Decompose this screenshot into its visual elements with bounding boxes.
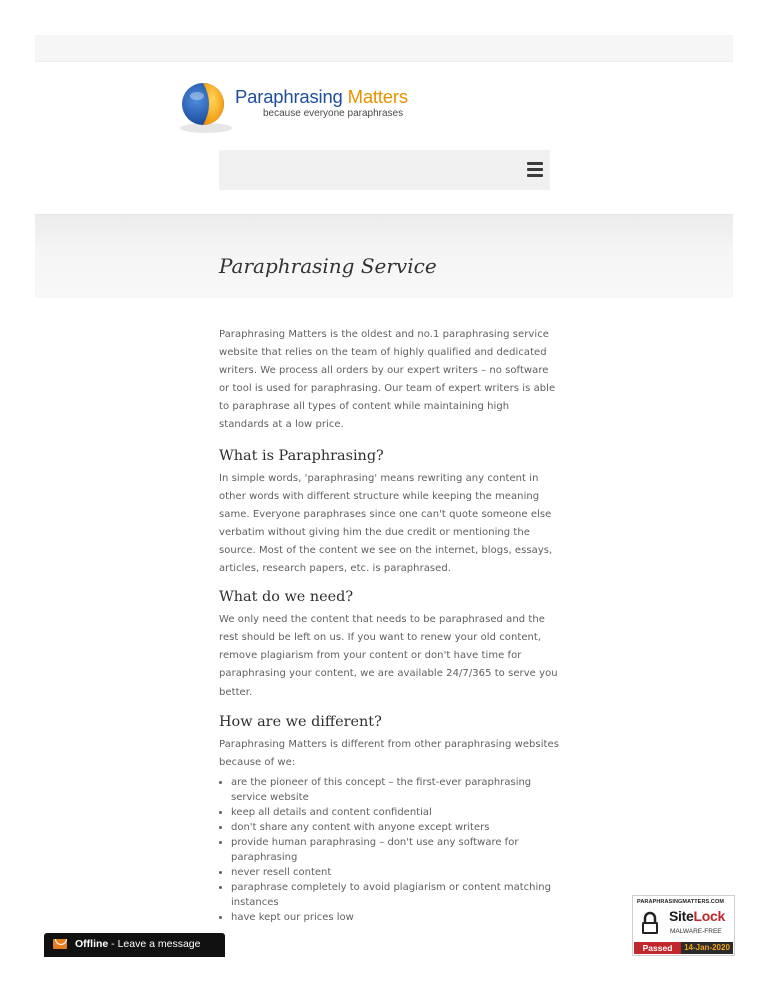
logo-tagline: because everyone paraphrases: [263, 108, 404, 119]
list-item: • never resell content: [231, 865, 559, 880]
chat-separator: -: [108, 938, 118, 950]
section-text-what-is-paraphrasing: In simple words, 'paraphrasing' means rewriting any content in other words with different structure while keeping the meaning same. Everyone paraphrases since one can't quote someone else verbatim without giving him the due credit or mentioning the source. Most of the content we see on the internet, blogs, essays, articles, research papers, etc. is paraphrased.: [219, 472, 553, 575]
sitelock-date: 14-Jan-2020: [681, 942, 733, 954]
navigation-bar: [219, 150, 550, 190]
sitelock-brand: [669, 908, 725, 924]
intro-paragraph: Paraphrasing Matters is the oldest and no.1 paraphrasing service website that relies on the team of highly qualified and dedicated writers. We process all orders by our expert writers – no software or tool is used for paraphrasing. Our team of expert writers is able to paraphrase all types of content while maintaining high standards at a low price.: [219, 329, 556, 431]
list-item: • paraphrase completely to avoid plagiarism or content matching instances: [231, 880, 559, 910]
list-item: • don't share any content with anyone except writers: [231, 820, 559, 835]
chat-label: [75, 938, 200, 950]
differences-list: [219, 775, 559, 925]
logo-wordmark: [235, 86, 408, 108]
page-title: Paraphrasing Service: [219, 254, 437, 278]
logo-name-part1: Paraphrasing: [235, 86, 343, 107]
sitelock-brand-lock: Lock: [693, 908, 725, 924]
sitelock-passed: Passed: [634, 942, 681, 954]
main-content: [219, 326, 559, 925]
site-logo[interactable]: [175, 78, 435, 138]
list-item: • provide human paraphrasing – don't use any software for paraphrasing: [231, 835, 559, 865]
sitelock-badge[interactable]: [632, 895, 735, 956]
chat-status: Offline: [75, 938, 109, 950]
section-text-how-are-we-different: Paraphrasing Matters is different from other paraphrasing websites because of we:: [219, 738, 559, 768]
sitelock-domain: PARAPHRASINGMATTERS.COM: [637, 899, 725, 905]
sitelock-status-bar: [634, 942, 733, 954]
section-heading-how-are-we-different: How are we different?: [219, 713, 382, 730]
padlock-icon: [641, 911, 659, 935]
live-chat-button[interactable]: [44, 933, 225, 957]
hamburger-menu-icon[interactable]: [527, 162, 543, 177]
chat-action: Leave a message: [117, 938, 201, 950]
section-text-what-do-we-need: We only need the content that needs to be paraphrased and the rest should be left on us. If you want to renew your old content, remove plagiarism from your content or don't have time for paraphrasing your content, we are available 24/7/365 to serve you better.: [219, 614, 558, 698]
envelope-icon: [53, 939, 67, 949]
logo-globe-icon: [175, 78, 237, 138]
list-item: • have kept our prices low: [231, 910, 559, 925]
sitelock-subtitle: MALWARE-FREE: [670, 928, 722, 935]
sitelock-brand-site: Site: [669, 908, 694, 924]
top-bar: [35, 35, 733, 62]
list-item: • are the pioneer of this concept – the first-ever paraphrasing service website: [231, 775, 559, 805]
section-heading-what-is-paraphrasing: What is Paraphrasing?: [219, 447, 384, 464]
logo-name-part2: Matters: [347, 86, 408, 107]
section-heading-what-do-we-need: What do we need?: [219, 589, 354, 606]
list-item: • keep all details and content confidential: [231, 805, 559, 820]
